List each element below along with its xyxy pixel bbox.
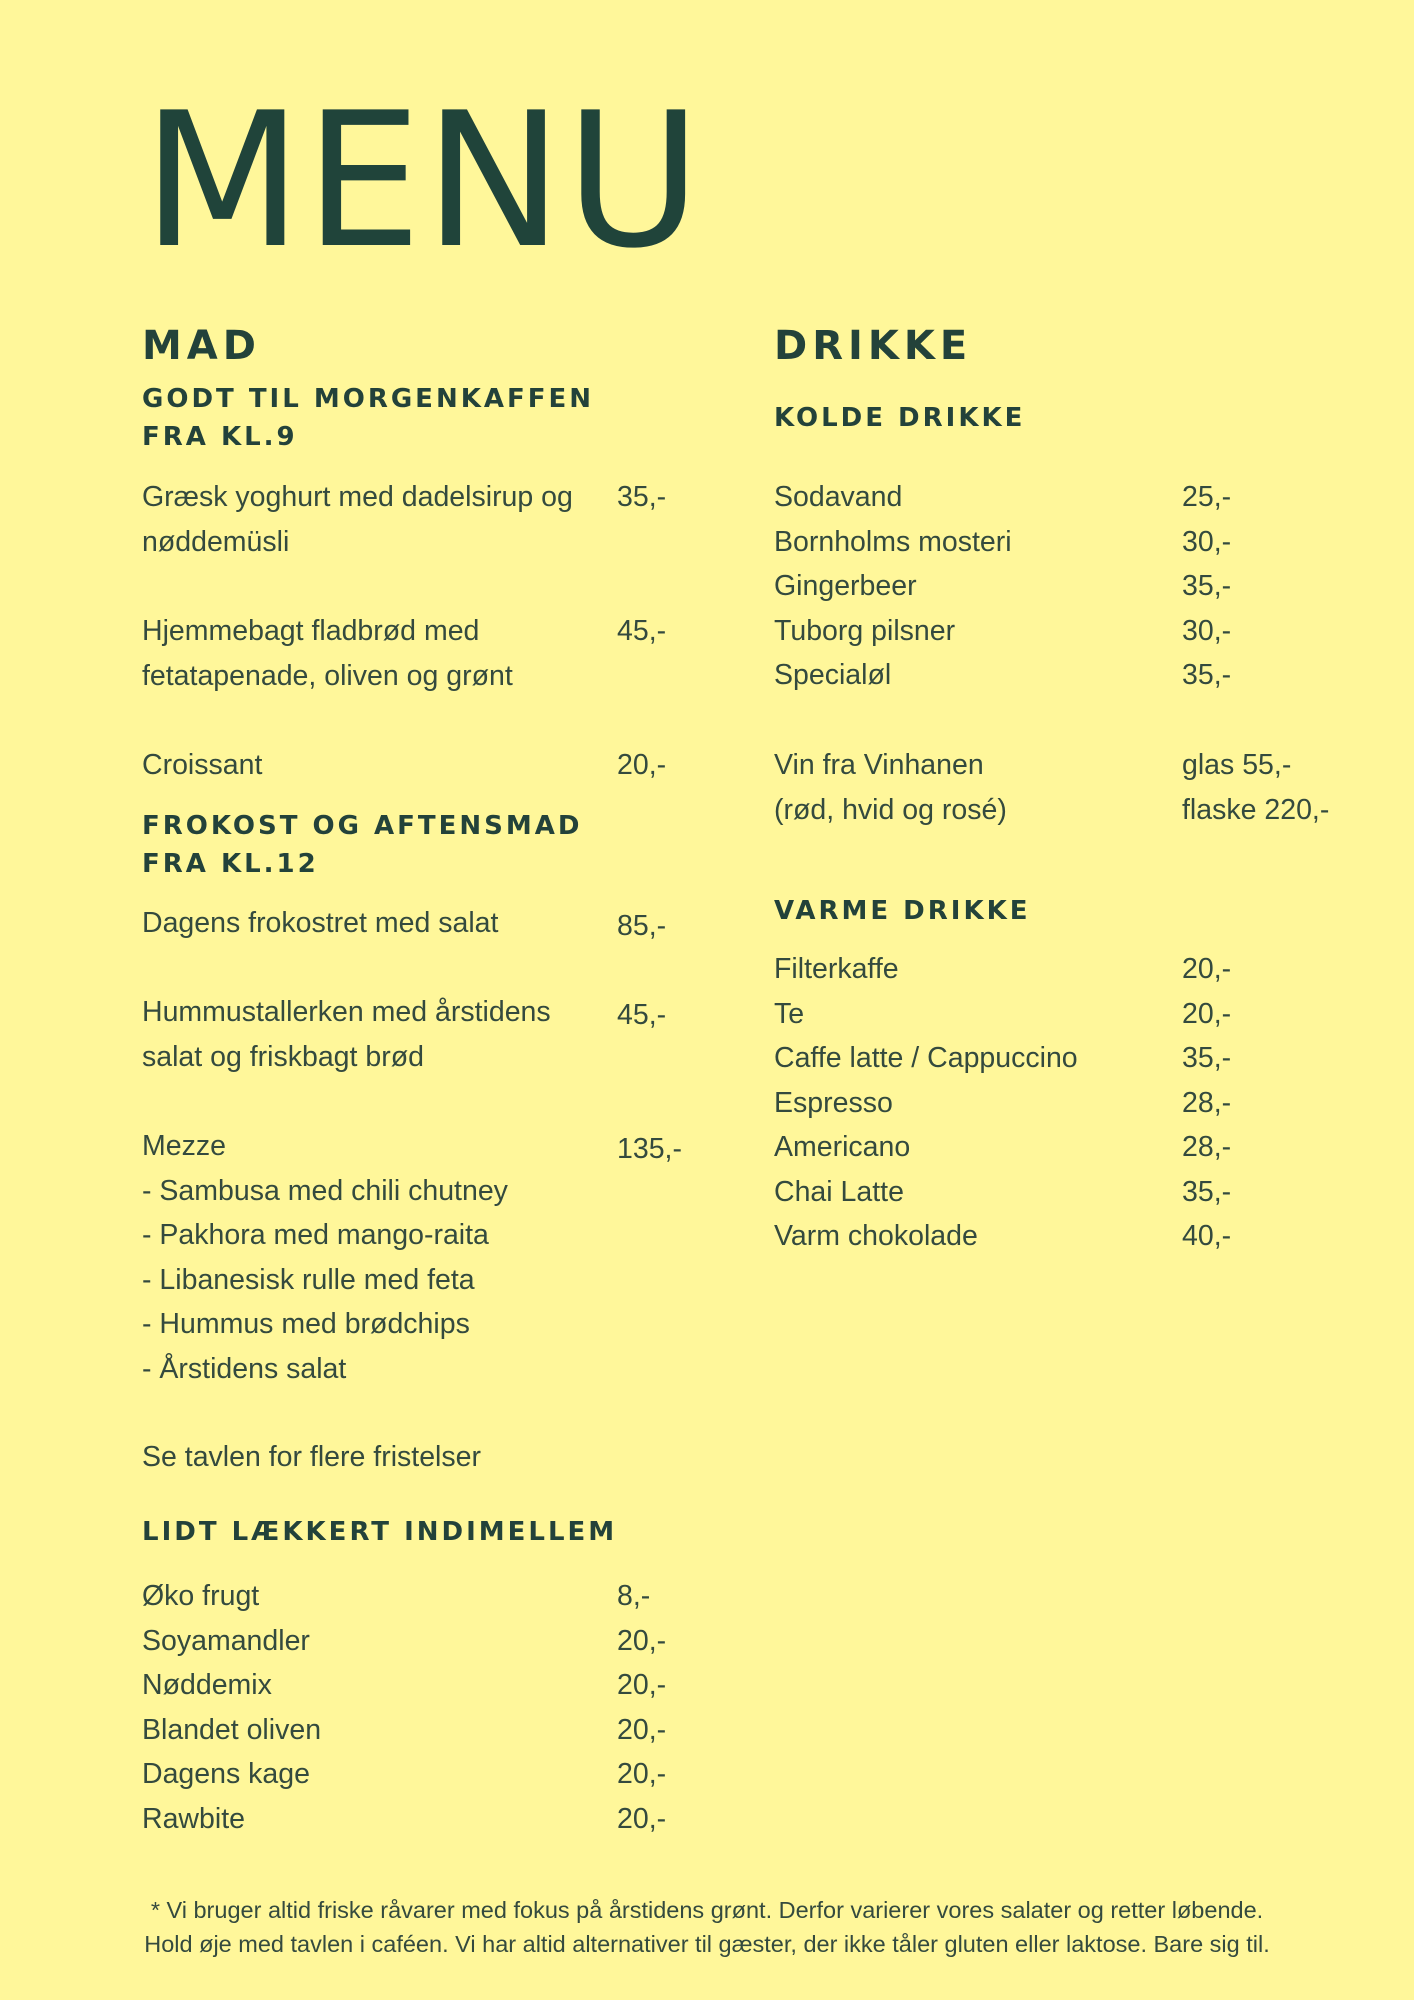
item-name-line: Hummustallerken med årstidens (142, 996, 551, 1028)
item-price: flaske 220,- (1182, 793, 1330, 826)
kolde-item-list (774, 475, 1012, 698)
item-price: 135,- (617, 1133, 682, 1165)
item-name-line: fetatapenade, oliven og grønt (142, 659, 513, 692)
item-price: 35,- (1182, 1175, 1232, 1208)
item-name-line: Croissant (142, 749, 263, 781)
menu-item-croissant (142, 743, 262, 788)
list-item: Sodavand (774, 481, 903, 513)
footnote-line2: Hold øje med tavlen i caféen. Vi har altid alternativer til gæster, der ikke tåler gluten eller laktose. Bare sig til. (144, 1931, 1270, 1957)
list-item: Specialøl (774, 659, 892, 691)
item-name-line: Hjemmebagt fladbrød med (142, 615, 480, 647)
varme-item-list (774, 947, 1078, 1259)
item-name-line: Mezze (142, 1130, 226, 1162)
item-name-line: salat og friskbagt brød (142, 1040, 424, 1073)
frokost-heading (142, 807, 582, 883)
morgen-heading-line2: FRA KL.9 (142, 422, 298, 452)
list-item: Tuborg pilsner (774, 614, 956, 647)
menu-item-hummustallerken (142, 990, 551, 1079)
mad-heading: MAD (142, 323, 261, 369)
list-item: Blandet oliven (142, 1713, 322, 1746)
page-title: MENU (142, 72, 704, 289)
list-item: Varm chokolade (774, 1220, 978, 1252)
item-price: 20,- (617, 1802, 667, 1835)
frokost-note: Se tavlen for flere fristelser (142, 1441, 481, 1473)
vin-item (774, 743, 1007, 832)
lidt-heading: LIDT LÆKKERT INDIMELLEM (142, 1517, 618, 1547)
varme-price-list (1182, 947, 1231, 1259)
menu-item-dagens-frokostret (142, 901, 498, 946)
morgen-heading-line1: GODT TIL MORGENKAFFEN (142, 384, 595, 414)
list-item: Chai Latte (774, 1175, 904, 1208)
list-item: Dagens kage (142, 1758, 310, 1790)
item-price: 20,- (1182, 997, 1232, 1030)
item-price: 20,- (617, 1669, 667, 1701)
frokost-heading-line2: FRA KL.12 (142, 849, 319, 879)
item-price: 45,- (617, 615, 667, 647)
item-price: 20,- (617, 1624, 667, 1657)
morgen-heading (142, 380, 594, 456)
menu-item-yoghurt (142, 475, 573, 564)
item-price: 45,- (617, 999, 667, 1031)
list-item: Te (774, 997, 805, 1030)
footnote-line1: * Vi bruger altid friske råvarer med fokus på årstidens grønt. Derfor varierer vores salater og retter løbende. (150, 1897, 1264, 1923)
item-name-line: - Libanesisk rulle med feta (142, 1263, 475, 1296)
list-item: Filterkaffe (774, 953, 899, 985)
item-name-line: - Årstidens salat (142, 1352, 347, 1385)
menu-item-fladbroed (142, 609, 513, 698)
vin-prices (1182, 743, 1329, 832)
item-price: 20,- (617, 1758, 667, 1790)
item-price: 30,- (1182, 614, 1232, 647)
item-price: 8,- (617, 1580, 651, 1612)
drikke-heading: DRIKKE (774, 323, 973, 369)
varme-heading: VARME DRIKKE (774, 896, 1031, 926)
item-price: 35,- (617, 481, 667, 513)
kolde-heading: KOLDE DRIKKE (774, 403, 1026, 433)
item-price: 85,- (617, 910, 667, 942)
list-item: Americano (774, 1131, 911, 1163)
menu-item-mezze (142, 1124, 508, 1391)
lidt-price-list (617, 1574, 666, 1841)
item-name-line: Vin fra Vinhanen (774, 749, 984, 781)
item-name-line: (rød, hvid og rosé) (774, 793, 1007, 826)
list-item: Caffe latte / Cappuccino (774, 1042, 1078, 1074)
item-price: 28,- (1182, 1131, 1232, 1163)
lidt-item-list (142, 1574, 321, 1841)
item-price: 40,- (1182, 1220, 1232, 1252)
item-price: 20,- (617, 749, 667, 781)
item-name-line: - Pakhora med mango-raita (142, 1219, 489, 1251)
list-item: Espresso (774, 1086, 893, 1119)
item-price: 35,- (1182, 570, 1232, 602)
item-name-line: Dagens frokostret med salat (142, 907, 499, 939)
list-item: Øko frugt (142, 1580, 260, 1612)
item-price: 20,- (617, 1713, 667, 1746)
item-name-line: - Sambusa med chili chutney (142, 1174, 508, 1207)
item-price: 28,- (1182, 1086, 1232, 1119)
item-name-line: Græsk yoghurt med dadelsirup og (142, 481, 573, 513)
item-price: 35,- (1182, 1042, 1232, 1074)
footnote (0, 1893, 1414, 1961)
list-item: Soyamandler (142, 1624, 310, 1657)
kolde-price-list (1182, 475, 1231, 698)
item-price: 35,- (1182, 659, 1232, 691)
item-price: glas 55,- (1182, 749, 1292, 781)
item-price: 25,- (1182, 481, 1232, 513)
item-name-line: nøddemüsli (142, 525, 290, 558)
item-price: 20,- (1182, 953, 1232, 985)
list-item: Nøddemix (142, 1669, 272, 1701)
frokost-heading-line1: FROKOST OG AFTENSMAD (142, 811, 583, 841)
list-item: Rawbite (142, 1802, 245, 1835)
list-item: Bornholms mosteri (774, 525, 1012, 558)
item-price: 30,- (1182, 525, 1232, 558)
list-item: Gingerbeer (774, 570, 917, 602)
item-name-line: - Hummus med brødchips (142, 1308, 470, 1340)
